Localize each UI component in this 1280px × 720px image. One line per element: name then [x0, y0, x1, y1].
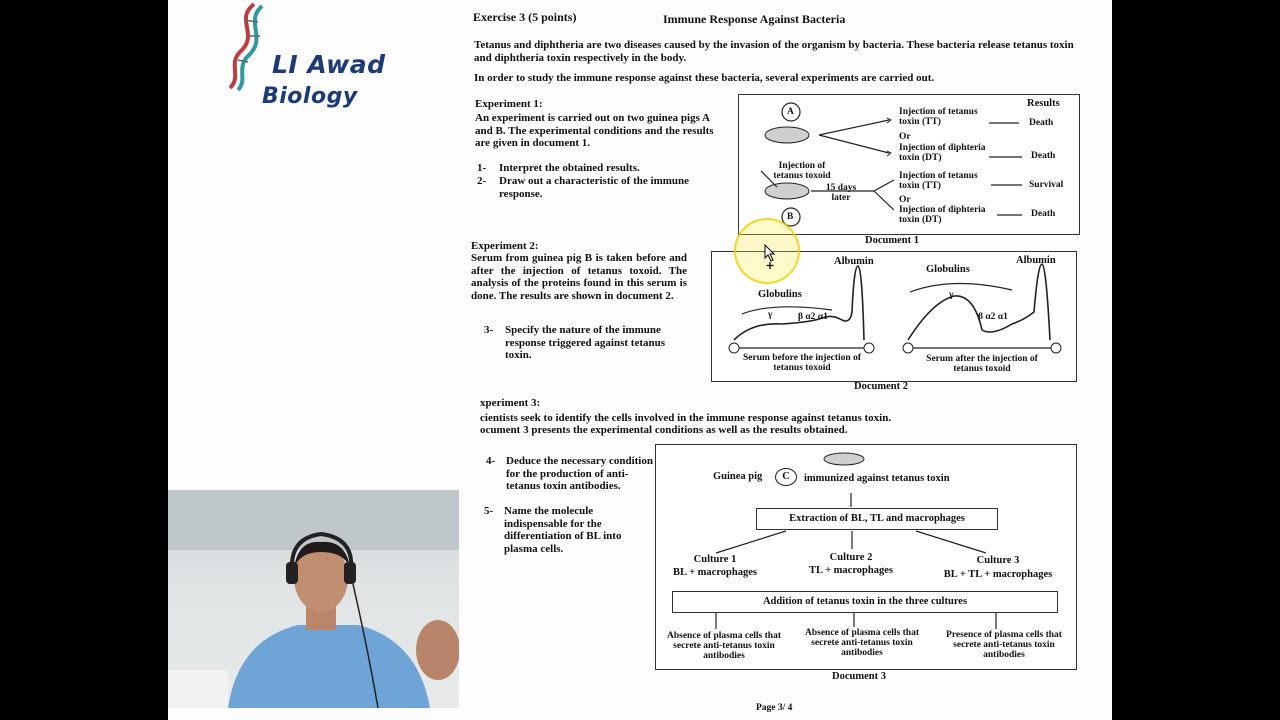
doc2-before-label: Serum before the injection of tetanus toxoid — [742, 353, 862, 373]
doc1-caption: Document 1 — [865, 235, 919, 246]
document-3-figure — [655, 444, 1077, 670]
q5-number: 5- — [484, 505, 494, 517]
doc1-days-label: 15 days later — [825, 183, 857, 203]
exp3-line-2: ocument 3 presents the experimental conditions as well as the results obtained. — [480, 424, 848, 436]
doc2-after-label: Serum after the injection of tetanus toxoid — [926, 354, 1038, 374]
logo-line-2: Biology — [262, 84, 358, 109]
doc2-caption: Document 2 — [854, 381, 908, 392]
q1-text: Interpret the obtained results. — [499, 162, 640, 174]
q3-text: Specify the nature of the immune response triggered against tetanus toxin. — [505, 324, 666, 361]
doc1-pig-a: A — [787, 107, 794, 117]
presenter-video — [168, 490, 459, 708]
doc1-b-tt-result: Survival — [1029, 180, 1064, 190]
doc3-result-1: Absence of plasma cells that secrete anti-tetanus toxin antibodies — [667, 631, 781, 661]
q2-text: Draw out a characteristic of the immune response. — [499, 175, 690, 200]
doc1-b-dt-result: Death — [1031, 209, 1056, 219]
doc2-globulins-before: Globulins — [758, 289, 802, 300]
doc1-toxoid-label: Injection of tetanus toxoid — [773, 161, 831, 181]
doc3-result-2: Absence of plasma cells that secrete anti-tetanus toxin antibodies — [805, 628, 919, 658]
q4-text: Deduce the necessary condition for the production of anti- tetanus toxin antibodies. — [506, 455, 653, 492]
doc2-gamma-before: γ — [768, 310, 773, 320]
q1-number: 1- — [477, 162, 487, 174]
q3-number: 3- — [484, 324, 494, 336]
doc1-a-tt-result: Death — [1029, 118, 1054, 128]
doc3-result-3: Presence of plasma cells that secrete anti-tetanus toxin antibodies — [946, 630, 1062, 660]
q2-number: 2- — [477, 175, 487, 187]
doc2-globulins-after: Globulins — [926, 264, 970, 275]
doc1-b-tt: Injection of tetanus toxin (TT) — [899, 171, 978, 191]
doc3-culture3-sub: BL + TL + macrophages — [943, 569, 1053, 580]
doc1-b-or: Or — [899, 195, 911, 205]
doc1-b-dt: Injection of diphteria toxin (DT) — [899, 205, 986, 225]
doc3-pig-c: C — [775, 468, 797, 486]
doc3-culture1-title: Culture 1 — [693, 554, 737, 565]
webcam-overlay — [168, 490, 459, 708]
doc1-pig-b: B — [787, 212, 794, 222]
exp1-title: Experiment 1: — [475, 98, 543, 110]
exp3-line-1: cientists seek to identify the cells involved in the immune response against tetanus toxin. — [480, 412, 892, 424]
exp2-title: Experiment 2: — [471, 240, 539, 252]
doc3-culture1-sub: BL + macrophages — [673, 567, 757, 578]
q4-number: 4- — [486, 455, 496, 467]
doc1-a-tt: Injection of tetanus toxin (TT) — [899, 107, 978, 127]
doc2-albumin-after: Albumin — [1016, 255, 1056, 266]
intro-paragraph-1: Tetanus and diphtheria are two diseases caused by the invasion of the organism by bacteria. These bacteria release tetanus toxin and diphtheria toxin respectively in the body. — [474, 39, 1074, 64]
doc2-albumin-before: Albumin — [834, 256, 874, 267]
move-cursor-icon — [764, 244, 778, 270]
doc2-bands-after: β α2 α1 — [978, 312, 1008, 322]
exp1-text: An experiment is carried out on two guinea pigs A and B. The experimental conditions and the results are given in document 1. — [475, 112, 714, 149]
doc3-extraction-box: Extraction of BL, TL and macrophages — [756, 508, 998, 530]
doc3-immunized-label: immunized against tetanus toxin — [804, 473, 950, 484]
doc2-bands-before: β α2 α1 — [798, 312, 828, 322]
doc3-caption: Document 3 — [832, 671, 886, 682]
doc1-a-or: Or — [899, 132, 911, 142]
doc3-culture2-sub: TL + macrophages — [809, 565, 893, 576]
doc1-a-dt: Injection of diphteria toxin (DT) — [899, 143, 986, 163]
logo-line-1: LI Awad — [272, 50, 386, 79]
doc3-guinea-label: Guinea pig — [713, 471, 763, 482]
intro-paragraph-2: In order to study the immune response against these bacteria, several experiments are carried out. — [474, 72, 935, 84]
page-number: Page 3/ 4 — [756, 703, 793, 713]
exp2-text: Serum from guinea pig B is taken before and after the injection of tetanus toxoid. The analysis of the proteins found in this serum is done. The results are shown in document 2. — [471, 252, 687, 302]
doc1-a-dt-result: Death — [1031, 151, 1056, 161]
doc2-gamma-after: γ — [949, 290, 954, 300]
exp3-title: xperiment 3: — [480, 397, 541, 409]
document-1-figure — [738, 94, 1080, 235]
doc3-culture2-title: Culture 2 — [829, 552, 873, 563]
doc3-addition-box: Addition of tetanus toxin in the three cultures — [672, 591, 1058, 613]
q5-text: Name the molecule indispensable for the differentiation of BL into plasma cells. — [504, 505, 622, 555]
doc3-culture3-title: Culture 3 — [976, 555, 1020, 566]
exercise-label: Exercise 3 (5 points) — [473, 10, 577, 24]
doc1-results-label: Results — [1027, 98, 1060, 109]
dna-logo-icon — [214, 0, 274, 92]
exercise-title: Immune Response Against Bacteria — [663, 12, 846, 26]
